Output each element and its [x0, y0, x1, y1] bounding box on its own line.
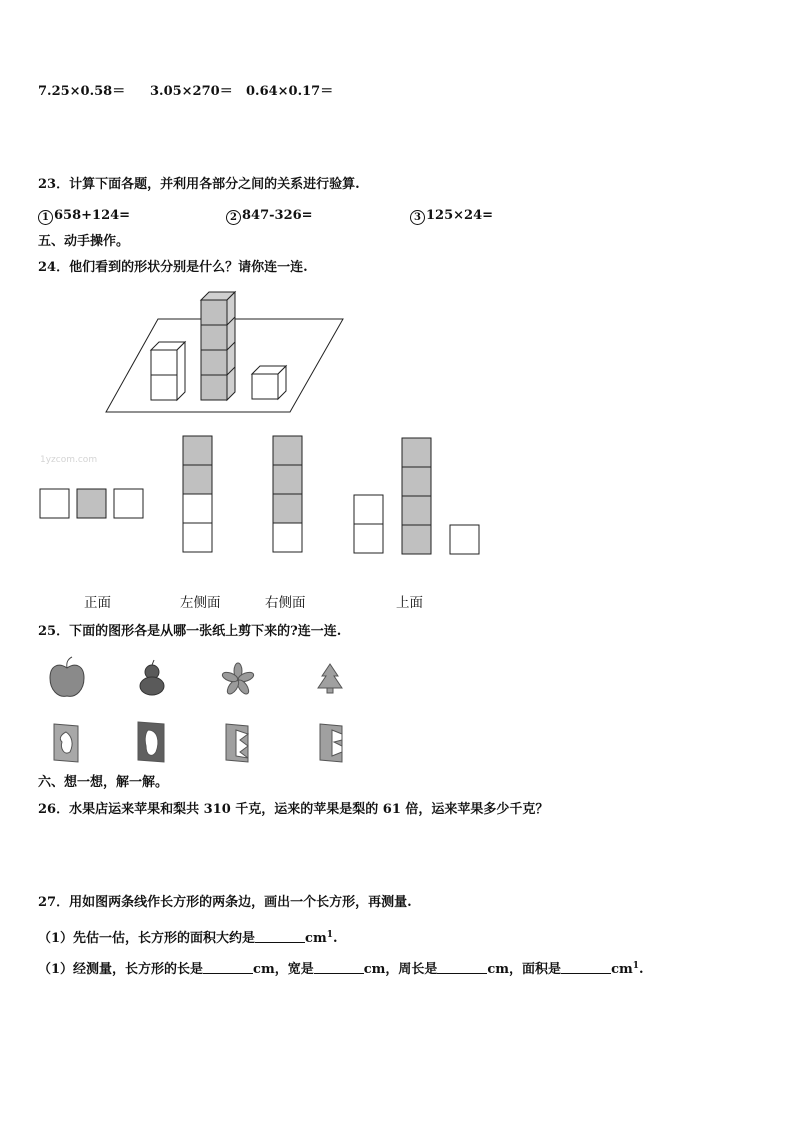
period: . [332, 931, 338, 946]
period: . [639, 962, 644, 977]
answer-blank-length[interactable] [203, 961, 253, 974]
section-5-heading: 五、动手操作。 [38, 234, 130, 249]
apple-shape-icon [50, 657, 84, 696]
q27-part1-prompt: （1）先估一估，长方形的面积大约是 [38, 931, 256, 946]
q23-item-2-expr: 847-326= [242, 208, 313, 223]
unit-cm: cm [611, 962, 633, 977]
q27-part2-width-prompt: cm，宽是 [253, 962, 314, 977]
unit-cm: cm [305, 931, 327, 946]
q27-text: 27．用如图两条线作长方形的两条边，画出一个长方形，再测量. [38, 895, 412, 910]
calc-expr-2: 3.05×270＝ [150, 84, 233, 99]
paper-cutout-1-icon [54, 724, 78, 762]
answer-blank-perimeter[interactable] [437, 961, 487, 974]
q25-text: 25．下面的图形各是从哪一张纸上剪下来的?连一连. [38, 624, 342, 639]
q24-text: 24．他们看到的形状分别是什么？请你连一连. [38, 260, 308, 275]
answer-blank[interactable] [255, 930, 305, 943]
watermark: 1yzcom.com [40, 455, 98, 465]
tree-shape-icon [318, 664, 342, 693]
q27-part2-perimeter-prompt: cm，周长是 [363, 962, 438, 977]
label-right-side: 右侧面 [265, 595, 306, 611]
gourd-shape-icon [140, 660, 164, 695]
answer-blank-width[interactable] [314, 961, 364, 974]
unit-superscript: 1 [632, 961, 639, 971]
flower-shape-icon [221, 663, 255, 696]
q27-part2 [38, 958, 644, 978]
label-left-side: 左侧面 [180, 595, 221, 611]
label-front: 正面 [84, 595, 111, 611]
label-top: 上面 [396, 595, 423, 611]
circled-number-2: 2 [226, 210, 241, 225]
calc-expr-3: 0.64×0.17＝ [246, 84, 334, 99]
section-6-heading: 六、想一想，解一解。 [38, 775, 169, 790]
circled-number-3: 3 [410, 210, 425, 225]
q27-part2-area-prompt: cm，面积是 [487, 962, 562, 977]
q27-part1 [38, 927, 338, 947]
calc-expr-1: 7.25×0.58＝ [38, 84, 126, 99]
paper-cutout-4-icon [320, 724, 342, 762]
paper-cutout-3-icon [226, 724, 248, 762]
answer-blank-area[interactable] [561, 961, 611, 974]
q23-text: 23．计算下面各题，并利用各部分之间的关系进行验算. [38, 177, 360, 192]
paper-cutout-2-icon [138, 722, 164, 762]
q23-item-1-expr: 658+124= [54, 208, 131, 223]
circled-number-1: 1 [38, 210, 53, 225]
q26-text: 26．水果店运来苹果和梨共 310 千克，运来的苹果是梨的 61 倍，运来苹果多少千克？ [38, 802, 549, 817]
unit-superscript: 1 [326, 930, 333, 940]
q27-part2-length-prompt: （1）经测量，长方形的长是 [38, 962, 204, 977]
q23-item-3-expr: 125×24= [426, 208, 494, 223]
